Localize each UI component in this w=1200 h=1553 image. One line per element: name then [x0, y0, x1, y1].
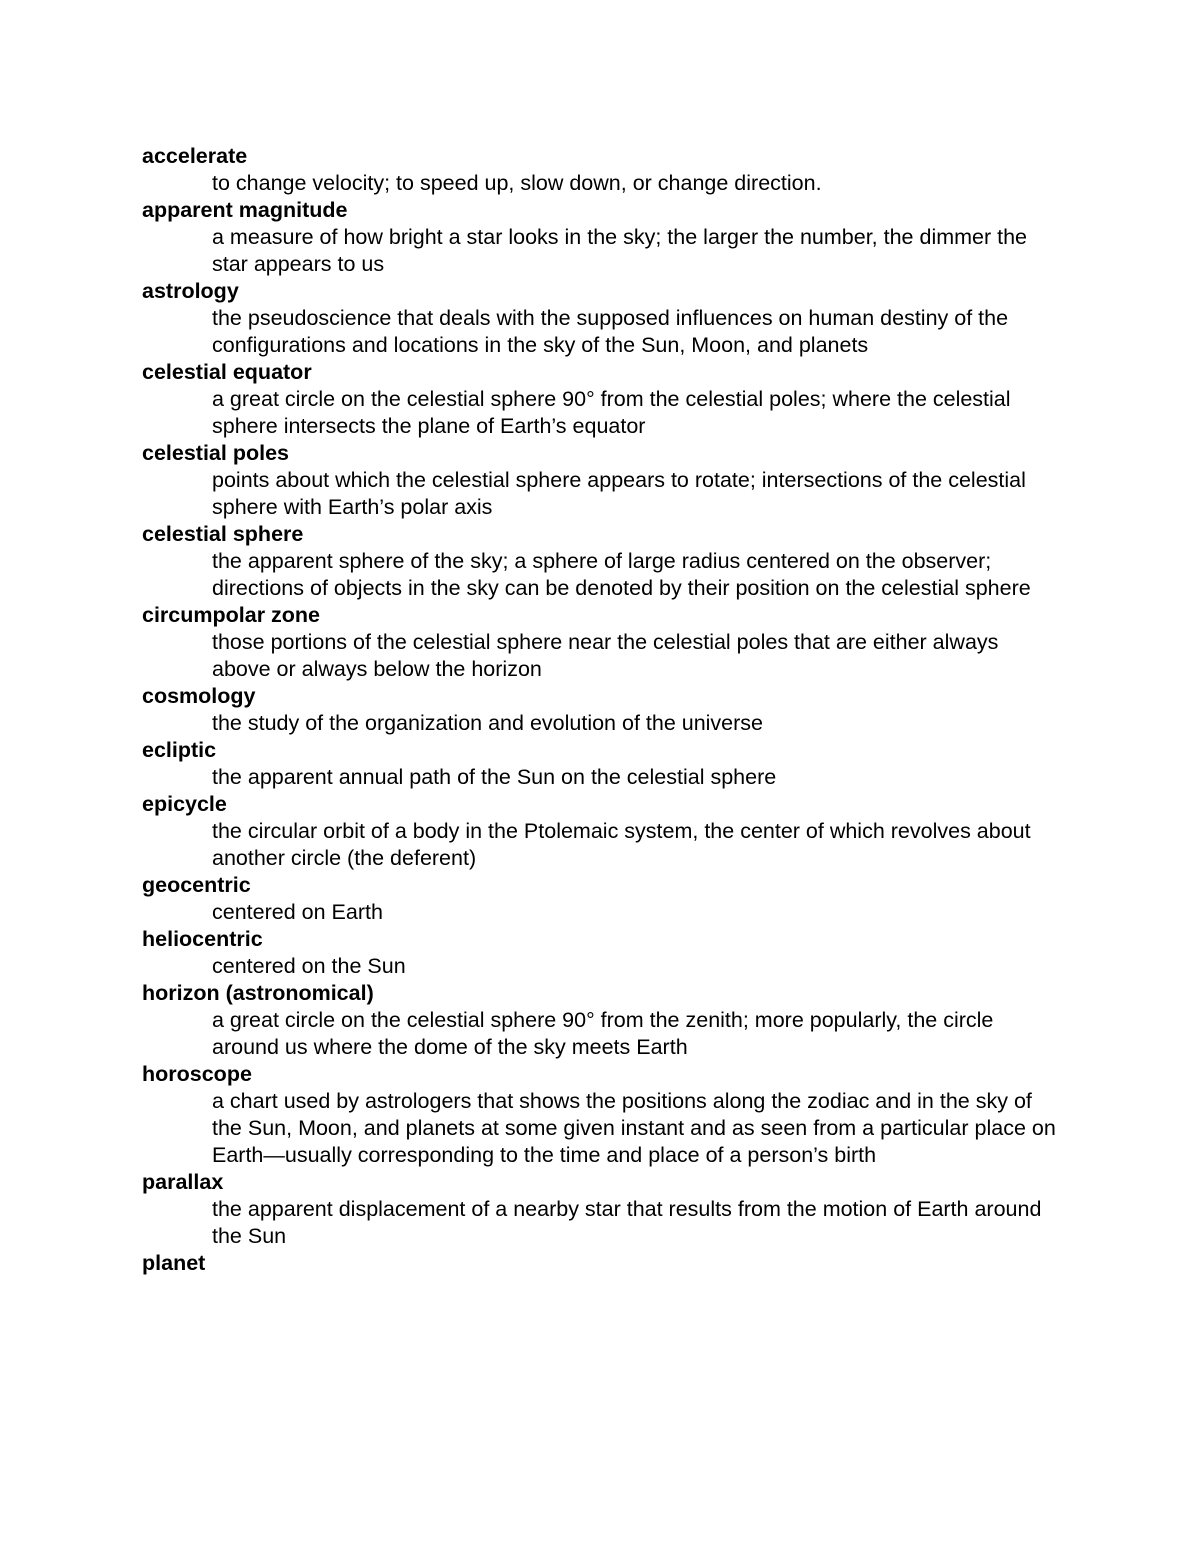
glossary-term: parallax	[142, 1170, 224, 1194]
glossary-definition: points about which the celestial sphere appears to rotate; intersections of the celestial sphere with Earth’s polar axis	[212, 468, 1026, 519]
glossary-definition: a great circle on the celestial sphere 90° from the celestial poles; where the celestial sphere intersects the plane of Earth’s equator	[212, 387, 1011, 438]
glossary-entry-heliocentric	[142, 926, 1062, 980]
glossary-term: heliocentric	[142, 927, 263, 951]
glossary-term: planet	[142, 1251, 206, 1275]
glossary-definition: to change velocity; to speed up, slow down, or change direction.	[212, 171, 822, 195]
glossary-entry-epicycle	[142, 791, 1062, 872]
glossary-term: ecliptic	[142, 738, 217, 762]
glossary-entry-planet	[142, 1250, 1062, 1277]
glossary-entry-apparent-magnitude	[142, 197, 1062, 278]
glossary-definition: the apparent displacement of a nearby star that results from the motion of Earth around the Sun	[212, 1197, 1042, 1248]
glossary-term: geocentric	[142, 873, 251, 897]
glossary-definition: the circular orbit of a body in the Ptolemaic system, the center of which revolves about another circle (the deferent)	[212, 819, 1031, 870]
glossary-definition: the apparent annual path of the Sun on the celestial sphere	[212, 765, 777, 789]
glossary-term: celestial equator	[142, 360, 312, 384]
glossary-definition: those portions of the celestial sphere near the celestial poles that are either always above or always below the horizon	[212, 630, 999, 681]
glossary-term: circumpolar zone	[142, 603, 321, 627]
glossary-term: horizon (astronomical)	[142, 981, 374, 1005]
glossary-entry-astrology	[142, 278, 1062, 359]
glossary-entry-celestial-sphere	[142, 521, 1062, 602]
glossary-definition: a chart used by astrologers that shows the positions along the zodiac and in the sky of the Sun, Moon, and planets at some given instant and as seen from a particular place on Earth—usually corresponding to the time and place of a person’s birth	[212, 1089, 1056, 1167]
glossary-entry-celestial-equator	[142, 359, 1062, 440]
glossary-definition: centered on the Sun	[212, 954, 406, 978]
glossary-term: celestial poles	[142, 441, 289, 465]
glossary-definition: the study of the organization and evolution of the universe	[212, 711, 764, 735]
glossary-definition: the pseudoscience that deals with the supposed influences on human destiny of the configurations and locations in the sky of the Sun, Moon, and planets	[212, 306, 1009, 357]
glossary-entry-ecliptic	[142, 737, 1062, 791]
glossary-entry-horizon	[142, 980, 1062, 1061]
glossary-entry-parallax	[142, 1169, 1062, 1250]
glossary-page	[142, 143, 1062, 1277]
glossary-term: cosmology	[142, 684, 256, 708]
glossary-entry-circumpolar-zone	[142, 602, 1062, 683]
glossary-definition: a great circle on the celestial sphere 90° from the zenith; more popularly, the circle around us where the dome of the sky meets Earth	[212, 1008, 994, 1059]
glossary-entry-accelerate	[142, 143, 1062, 197]
glossary-entry-celestial-poles	[142, 440, 1062, 521]
glossary-term: astrology	[142, 279, 239, 303]
glossary-term: accelerate	[142, 144, 248, 168]
glossary-entry-cosmology	[142, 683, 1062, 737]
glossary-term: celestial sphere	[142, 522, 304, 546]
glossary-definition: centered on Earth	[212, 900, 383, 924]
glossary-term: epicycle	[142, 792, 227, 816]
glossary-term: horoscope	[142, 1062, 252, 1086]
glossary-term: apparent magnitude	[142, 198, 348, 222]
glossary-entry-horoscope	[142, 1061, 1062, 1169]
glossary-definition: the apparent sphere of the sky; a sphere of large radius centered on the observer; directions of objects in the sky can be denoted by their position on the celestial sphere	[212, 549, 1031, 600]
glossary-definition: a measure of how bright a star looks in the sky; the larger the number, the dimmer the star appears to us	[212, 225, 1028, 276]
glossary-entry-geocentric	[142, 872, 1062, 926]
